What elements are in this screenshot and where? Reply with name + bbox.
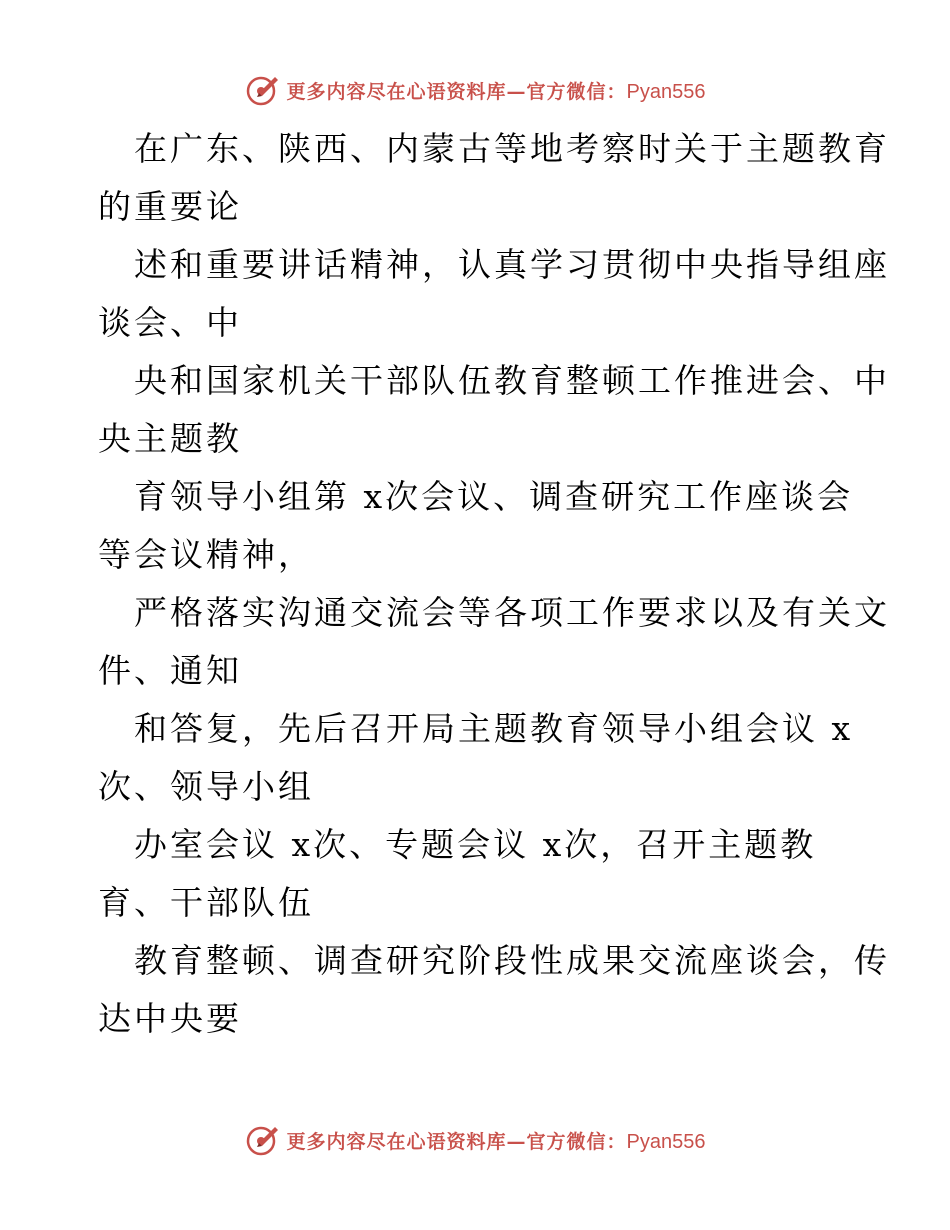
body-line: 严格落实沟通交流会等各项工作要求以及有关文 [134, 593, 890, 632]
banner-text: 更多内容尽在心语资料库—官方微信：Pyan556 [286, 80, 706, 103]
footer-banner [0, 1120, 950, 1160]
body-line: 央和国家机关干部队伍教育整顿工作推进会、中 [134, 361, 890, 400]
wechat-id: Pyan556 [626, 80, 706, 103]
body-line: 办室会议 x次、专题会议 x次，召开主题教 [134, 825, 817, 864]
header-banner [0, 70, 950, 110]
body-line: 央主题教 [98, 419, 242, 458]
body-line: 谈会、中 [98, 303, 242, 342]
document-body [98, 120, 890, 1048]
body-line: 育领导小组第 x次会议、调查研究工作座谈会 [134, 477, 854, 516]
body-line: 等会议精神， [98, 535, 314, 574]
pen-logo-icon [245, 72, 281, 108]
body-line: 的重要论 [98, 187, 242, 226]
banner-text: 更多内容尽在心语资料库—官方微信：Pyan556 [286, 1130, 706, 1153]
body-line: 件、通知 [98, 651, 242, 690]
body-line: 教育整顿、调查研究阶段性成果交流座谈会，传 [134, 941, 890, 980]
body-line: 和答复，先后召开局主题教育领导小组会议 x [134, 709, 854, 748]
body-line: 在广东、陕西、内蒙古等地考察时关于主题教育 [134, 129, 890, 168]
body-line: 育、干部队伍 [98, 883, 314, 922]
body-line: 次、领导小组 [98, 767, 314, 806]
body-line: 述和重要讲话精神，认真学习贯彻中央指导组座 [134, 245, 890, 284]
body-line: 达中央要 [98, 999, 242, 1038]
wechat-id: Pyan556 [626, 1130, 706, 1153]
pen-logo-icon [245, 1122, 281, 1158]
